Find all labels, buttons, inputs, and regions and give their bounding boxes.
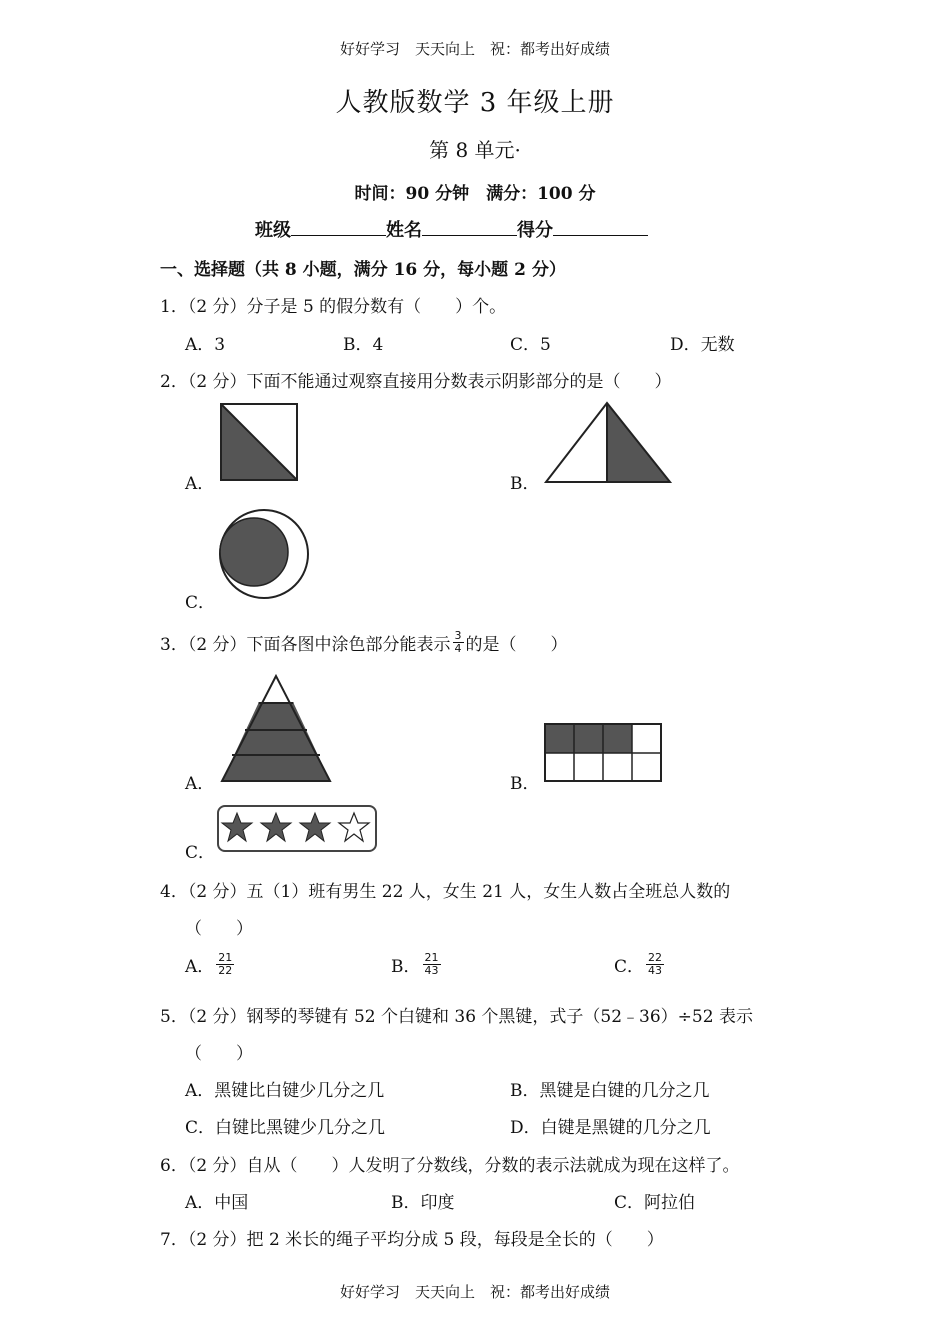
q5-option-d[interactable]: D．白键是黑键的几分之几 — [510, 1118, 711, 1138]
star-filled-2 — [261, 813, 291, 841]
question-4-paren: （ ） — [185, 919, 253, 939]
time-info: 时间：90 分钟 满分：100 分 — [354, 184, 596, 204]
q5-option-b[interactable]: B．黑键是白键的几分之几 — [510, 1081, 710, 1101]
q3-option-b[interactable]: B． — [510, 774, 540, 794]
q3-option-c[interactable]: C． — [185, 843, 216, 863]
question-1-text: 1．（2 分）分子是 5 的假分数有（ ）个。 — [160, 297, 507, 317]
q1-option-c[interactable]: C．5 — [510, 335, 551, 355]
page-header: 好好学习 天天向上 祝：都考出好成绩 — [339, 40, 610, 58]
star-filled-3 — [300, 813, 330, 841]
q3-figure-c-stars — [217, 805, 379, 853]
q6-option-a[interactable]: A．中国 — [185, 1193, 249, 1213]
question-4-text: 4．（2 分）五（1）班有男生 22 人，女生 21 人，女生人数占全班总人数的 — [160, 882, 731, 902]
star-empty-4 — [339, 813, 369, 841]
q2-figure-c-circle — [218, 508, 310, 600]
q3-option-a[interactable]: A． — [185, 774, 215, 794]
q4-option-a[interactable]: A． $\frac{21}{22}$ — [185, 951, 233, 977]
q4-option-c[interactable]: C． $\frac{22}{43}$ — [614, 951, 663, 977]
q1-option-d[interactable]: D．无数 — [670, 335, 735, 355]
star-filled-1 — [222, 813, 252, 841]
name-label: 姓名 — [386, 220, 422, 241]
unit-title: 第 8 单元· — [429, 138, 521, 162]
q1-option-b[interactable]: B．4 — [343, 335, 384, 355]
q2-option-a[interactable]: A． — [185, 474, 215, 494]
section-heading: 一、选择题（共 8 小题，满分 16 分，每小题 2 分） — [160, 260, 566, 280]
question-7-text: 7．（2 分）把 2 米长的绳子平均分成 5 段，每段是全长的（ ） — [160, 1230, 664, 1250]
q1-option-a[interactable]: A．3 — [185, 335, 226, 355]
q2-figure-a-square — [220, 403, 298, 481]
q3-fraction: $\frac{3}{4}$ — [454, 629, 462, 655]
q2-figure-b-triangle — [544, 402, 672, 484]
question-2-text: 2．（2 分）下面不能通过观察直接用分数表示阴影部分的是（ ） — [160, 372, 672, 392]
q3-figure-a-pyramid — [220, 675, 332, 783]
class-label: 班级 — [255, 220, 291, 241]
question-5-text: 5．（2 分）钢琴的琴键有 52 个白键和 36 个黑键，式子（52﹣36）÷52 表示 — [160, 1007, 753, 1027]
q3-figure-b-grid — [544, 723, 664, 783]
q6-option-b[interactable]: B．印度 — [391, 1193, 455, 1213]
q5-option-a[interactable]: A．黑键比白键少几分之几 — [185, 1081, 385, 1101]
q4-option-b[interactable]: B． $\frac{21}{43}$ — [391, 951, 439, 977]
q2-option-c[interactable]: C． — [185, 593, 216, 613]
q5-option-c[interactable]: C．白键比黑键少几分之几 — [185, 1118, 386, 1138]
document-title: 人教版数学 3 年级上册 — [335, 88, 615, 118]
question-5-paren: （ ） — [185, 1044, 253, 1064]
score-label: 得分 — [517, 220, 553, 241]
score-blank[interactable] — [553, 217, 648, 236]
question-6-text: 6．（2 分）自从（ ）人发明了分数线，分数的表示法就成为现在这样了。 — [160, 1156, 740, 1176]
info-fields — [255, 216, 648, 242]
class-blank[interactable] — [291, 217, 386, 236]
q2-option-b[interactable]: B． — [510, 474, 540, 494]
page-footer: 好好学习 天天向上 祝：都考出好成绩 — [339, 1283, 610, 1301]
name-blank[interactable] — [422, 217, 517, 236]
question-3-text: 3．（2 分）下面各图中涂色部分能表示 $\frac{3}{4}$ 的是（ ） — [160, 629, 568, 655]
q6-option-c[interactable]: C．阿拉伯 — [614, 1193, 696, 1213]
